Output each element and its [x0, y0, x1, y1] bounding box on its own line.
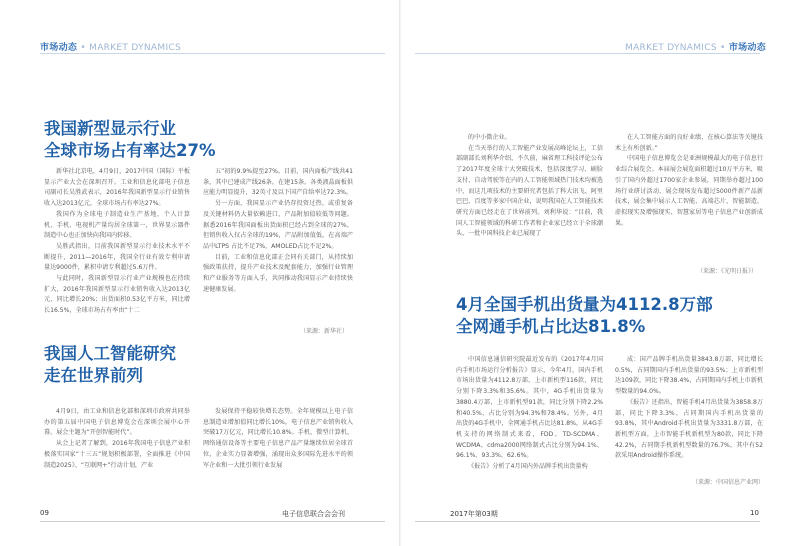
article-body-column [615, 355, 763, 470]
section-header-left [40, 40, 181, 53]
article-paragraph: 《报告》分析了4月国内外品牌手机出货量构 [468, 463, 588, 471]
header-rule [40, 53, 385, 54]
article-body-column [44, 167, 190, 327]
header-rule [415, 53, 760, 54]
headline-line-1: 4月全国手机出货量为4112.8万部 [456, 295, 713, 314]
article-source: （来源：新华社） [300, 328, 349, 335]
article-body-column [615, 133, 763, 245]
article-paragraph: 《报告》还指出，智能手机4月出货量为3858.8万部，同比下降3.3%，占同期国内手机出货量的93.8%，其中Android手机出货量为3331.8万部，在新机型方面，上市智能手机新机型为80款，同比下降42.2%，占同期手机新机型数量的76.7%，其中有52款采用Android操作系统。 [615, 398, 763, 460]
article-body-column [203, 407, 353, 492]
article-paragraph: 在人工智能方面的良好业绩，在核心算法等关键技术上有所创新。” [615, 134, 763, 152]
article-paragraph: 发展保持平稳较快增长态势。全年规模以上电子信息制造业增加值同比增长10%，电子信息产业销售收入突破17万亿元，同比增长10.8%。手机、微型计算机、网络通信设备等主要电子信息产品产量继续位居全球首位，企业实力显著增强，涌现出众多国际先进水平的领军企业和一大批引领行业发展 [203, 408, 353, 469]
article-paragraph: 吴胜武指出，目前我国新型显示行业技术水平不断提升，2011—2016年，我国全行业有效专利申请量达9000件，累积申请专利超过5.6万件。 [44, 242, 190, 272]
section-header-right [625, 40, 766, 53]
right-page [400, 0, 800, 546]
article-paragraph: 从会上记者了解到，2016年我国电子信息产业积极落实国家“十三五”规划积极部署，全面推进《中国制造2025》、“互联网+”行动计划，产业 [44, 440, 190, 469]
headline-line-2: 全球市场占有率达27% [44, 141, 216, 160]
article-paragraph: 另一方面，我国显示产业仍存投资过热、或重复备及关键材料仍大量依赖进口，产品附加值较低等问题。据悉2016年我国面板出货面积已经占到全球的27%，但销售收入仅占全球的19%，产品附加值低。在高端产品中LTPS 占比不足7%，AMOLED占比不足2%。 [203, 200, 353, 250]
page-number-right: 10 [750, 509, 759, 517]
page-number-left: 09 [40, 509, 49, 517]
article-paragraph: 中国信息通信研究院最近发布的《2017年4月国内手机市场运行分析报告》显示，今年4月，国内手机市场出货量为4112.8万部，上市新机型116款，同比分别下降3.3%和35.6%。其中，4G手机出货量为3880.4万部，上市新机型91款，同比分别下降2.2%和40.5%，占比分别为94.3%和78.4%。另外，4月出货的4G手机中，全网通手机占比达81.8%，从4G手机支持的网络制式来看，FDD、TD-SCDMA、WCDMA、cdma2000网络制式占比分别为94.1%、96.1%、93.3%、62.6%。 [456, 356, 603, 460]
headline-line-1: 我国新型显示行业 [44, 119, 176, 138]
section-title-en: • MARKET DYNAMICS [80, 43, 182, 53]
publication-name: 电子信息联合会会刊 [282, 510, 345, 518]
section-title-cn: 市场动态 [728, 43, 767, 53]
article-body-column [203, 167, 353, 317]
article-paragraph: 我国作为全球电子制造业生产基地，个人计算机、手机、电视机产量均居全球第一，世界显示器件制造中心也正加快向我国内转移。 [44, 210, 190, 240]
article-paragraph: 的中小微企业。 [468, 134, 511, 141]
article-paragraph: 在当天举行的人工智能产业发展高峰论坛上，工信部副部长刘利华介绍，不久前，麻省理工科技评论公布了2017年度全球十大突破技术，包括深度学习、刷脸支付、自动驾驶等在内的人工智能领域热门技术均被选中，而这几项技术的主要研究者包括了科大讯飞、阿里巴巴、百度等多家中国企业，说明我国在人工智能技术研究方面已经走在了世界前列。刘利华说：“目前，我国人工智能领域的科研工作者和企业家已经立于全球潮头，一批中国科技企业已展现了 [456, 144, 603, 238]
article-source: （来源：《光明日报》） [697, 268, 758, 275]
article-paragraph: 4月9日，由工业和信息化部和深圳市政府共同举办的第五届中国电子信息博览会在深圳会展中心开幕，展会主题为“开创智能时代”。 [44, 408, 190, 437]
footer-rule [40, 521, 385, 522]
article-headline [44, 118, 216, 162]
footer-rule [415, 521, 760, 522]
article-body-column [456, 355, 603, 475]
article-paragraph: 目前，工业和信息化部正会同有关部门，从持续加强政策扶持，提升产业技术及配套能力，加强行业管理和产业服务等方面入手，共同推动我国显示产业持续快速健康发展。 [203, 253, 353, 293]
section-title-en: MARKET DYNAMICS • [625, 43, 726, 53]
issue-label: 2017年第03期 [450, 510, 498, 518]
article-headline [456, 294, 713, 338]
article-paragraph: 新华社北京电，4月9日，2017中国（国际）平板显示产业大会在深圳召开。工业和信息化部电子信息司副司长吴胜武表示，2016年我国新型显示行业销售收入达2013亿元，全球市场占有率达27%。 [44, 168, 190, 208]
headline-line-2: 走在世界前列 [44, 366, 143, 385]
article-source: （来源：中国信息产业网） [692, 479, 765, 486]
article-body-column [44, 407, 190, 492]
article-paragraph: 与此同时，我国新型显示行业产业规模也在持续扩大，2016年我国新型显示行业销售收入达2013亿元，同比增长20%；出货面积0.53亿平方米，同比增长16.5%，全球市场占有率由“十二 [44, 275, 190, 315]
article-paragraph: 五”初的9.9%提至27%。目前，国内面板产线共41条，其中已建成产线26条，在建15条。各类液晶面板供应能力明显提升，32英寸及以下国产自给率达72.3%。 [203, 168, 353, 197]
headline-line-2: 全网通手机占比达81.8% [456, 317, 646, 336]
article-paragraph: 中国电子信息博览会是亚洲规模最大的电子信息行业综合展览会。本届展会展览面积超过10万平方米，吸引了国内外超过1700家企业参展，同期举办超过100场行业研讨活动，展会现场发布超过5000件新产品新技术，展会集中展示人工智能、高端芯片、智能制造、虚拟现实及增强现实、智慧家居等电子信息产业创新成果。 [615, 155, 763, 227]
section-title-cn: 市场动态 [40, 43, 78, 53]
article-body-column [456, 133, 603, 293]
headline-line-1: 我国人工智能研究 [44, 344, 176, 363]
article-headline [44, 343, 176, 387]
article-paragraph: 成：国产品牌手机出货量3843.8万部，同比增长0.5%，占同期国内手机出货量的93.5%；上市新机型达109款，同比下降38.4%，占同期国内手机上市新机型数量的94.0%。 [615, 356, 763, 396]
